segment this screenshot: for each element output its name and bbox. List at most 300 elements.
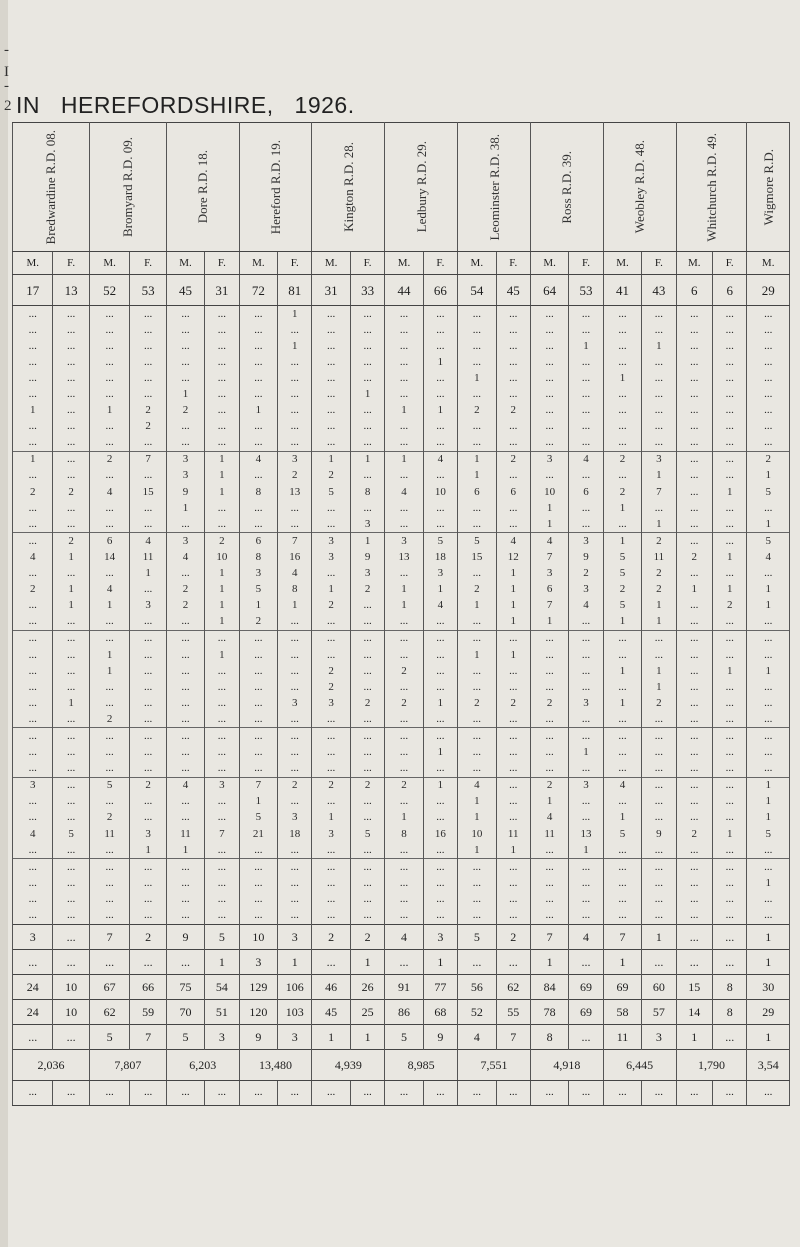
table-cell: ...	[676, 403, 712, 419]
table-cell: ...	[676, 794, 712, 810]
table-cell: ...	[89, 614, 129, 631]
table-cell: 53	[569, 275, 603, 306]
table-cell: ...	[603, 403, 641, 419]
table-cell: 59	[130, 999, 166, 1024]
table-cell: 1	[423, 403, 457, 419]
table-cell: 70	[166, 999, 204, 1024]
table-cell: ...	[458, 891, 496, 907]
table-cell: ...	[239, 1080, 277, 1105]
table-cell: 1	[747, 516, 790, 533]
district-header	[13, 123, 90, 252]
table-row	[13, 728, 790, 745]
table-cell: ...	[312, 403, 350, 419]
table-cell: ...	[130, 907, 166, 924]
margin-mark: 2	[4, 98, 12, 114]
table-cell: 4	[569, 598, 603, 614]
table-cell: ...	[205, 711, 239, 728]
table-cell: ...	[166, 875, 204, 891]
table-cell: 1	[713, 663, 747, 679]
table-cell: ...	[278, 614, 312, 631]
table-cell: ...	[713, 924, 747, 949]
table-cell: ...	[423, 419, 457, 435]
table-cell: ...	[569, 647, 603, 663]
table-cell: 2	[385, 663, 423, 679]
table-cell: ...	[747, 711, 790, 728]
table-cell: 18	[278, 826, 312, 842]
table-cell: ...	[312, 647, 350, 663]
table-cell: ...	[205, 810, 239, 826]
table-cell: ...	[603, 435, 641, 452]
table-cell: ...	[205, 338, 239, 354]
table-cell: M.	[312, 252, 350, 275]
table-cell: ...	[13, 647, 53, 663]
table-cell: ...	[239, 386, 277, 402]
table-cell: ...	[13, 533, 53, 550]
table-cell: 1	[642, 468, 676, 484]
table-cell: 120	[239, 999, 277, 1024]
table-cell: ...	[496, 386, 530, 402]
table-cell: 5	[603, 598, 641, 614]
table-cell: ...	[496, 435, 530, 452]
table-cell: 1	[747, 810, 790, 826]
table-cell: ...	[205, 794, 239, 810]
table-cell: ...	[458, 875, 496, 891]
district-header	[239, 123, 312, 252]
table-cell: 1	[603, 663, 641, 679]
table-cell: ...	[642, 842, 676, 859]
table-cell: ...	[205, 842, 239, 859]
table-cell: 1	[239, 598, 277, 614]
table-cell: ...	[312, 875, 350, 891]
table-cell: ...	[458, 1080, 496, 1105]
table-cell: ...	[89, 566, 129, 582]
table-cell: 11	[496, 826, 530, 842]
table-cell: ...	[278, 794, 312, 810]
table-cell: ...	[747, 907, 790, 924]
table-cell: ...	[569, 516, 603, 533]
table-cell: ...	[278, 728, 312, 745]
grand-total-cell: 1,790	[676, 1049, 747, 1080]
table-cell: ...	[278, 370, 312, 386]
table-cell: 4	[530, 533, 568, 550]
table-cell: 1	[747, 794, 790, 810]
table-cell: ...	[239, 322, 277, 338]
table-cell: 1	[530, 614, 568, 631]
table-cell: 1	[13, 403, 53, 419]
table-cell: ...	[239, 842, 277, 859]
table-cell: F.	[130, 252, 166, 275]
table-cell: 7	[642, 484, 676, 500]
table-cell: ...	[13, 663, 53, 679]
table-cell: ...	[53, 566, 89, 582]
table-cell: M.	[458, 252, 496, 275]
table-cell: ...	[496, 468, 530, 484]
table-cell: 9	[642, 826, 676, 842]
table-cell: 2	[278, 777, 312, 794]
table-row	[13, 810, 790, 826]
table-cell: ...	[747, 338, 790, 354]
table-cell: ...	[13, 859, 53, 876]
table-cell: 3	[530, 566, 568, 582]
table-cell: ...	[13, 435, 53, 452]
table-cell: 3	[312, 695, 350, 711]
table-cell: ...	[385, 516, 423, 533]
table-cell: 2	[130, 924, 166, 949]
table-cell: 1	[53, 582, 89, 598]
table-cell: ...	[13, 794, 53, 810]
table-cell: 2	[385, 695, 423, 711]
table-cell: 4	[458, 777, 496, 794]
table-cell: ...	[569, 630, 603, 647]
table-cell: ...	[278, 891, 312, 907]
table-cell: ...	[53, 907, 89, 924]
table-cell: 2	[642, 695, 676, 711]
table-row	[13, 500, 790, 516]
table-cell: ...	[13, 711, 53, 728]
table-cell: ...	[385, 907, 423, 924]
table-cell: ...	[747, 728, 790, 745]
table-cell: ...	[747, 435, 790, 452]
table-cell: ...	[312, 338, 350, 354]
table-cell: ...	[312, 907, 350, 924]
table-cell: ...	[603, 745, 641, 761]
table-cell: 3	[239, 566, 277, 582]
table-cell: 11	[130, 549, 166, 565]
table-cell: ...	[89, 859, 129, 876]
table-cell: 6	[89, 533, 129, 550]
table-cell: ...	[130, 728, 166, 745]
table-cell: 3	[278, 924, 312, 949]
table-cell: ...	[530, 663, 568, 679]
table-cell: ...	[603, 468, 641, 484]
table-cell: ...	[239, 728, 277, 745]
table-cell: ...	[530, 435, 568, 452]
table-cell: ...	[713, 794, 747, 810]
table-cell: ...	[312, 306, 350, 323]
table-cell: ...	[569, 354, 603, 370]
grand-total-cell: 4,939	[312, 1049, 385, 1080]
table-cell: ...	[603, 891, 641, 907]
table-cell: 3	[312, 533, 350, 550]
table-cell: 7	[603, 924, 641, 949]
table-cell: 4	[747, 549, 790, 565]
table-cell: 2	[603, 582, 641, 598]
table-cell: 1	[603, 810, 641, 826]
table-cell: ...	[458, 419, 496, 435]
table-cell: ...	[458, 516, 496, 533]
table-cell: 25	[350, 999, 384, 1024]
table-cell: 3	[166, 468, 204, 484]
table-cell: 1	[713, 484, 747, 500]
table-cell: 62	[496, 974, 530, 999]
table-cell: ...	[13, 842, 53, 859]
table-cell: 1	[350, 386, 384, 402]
table-cell: ...	[278, 386, 312, 402]
table-cell: ...	[713, 533, 747, 550]
table-cell: 5	[603, 549, 641, 565]
table-cell: ...	[278, 630, 312, 647]
table-cell: ...	[350, 322, 384, 338]
table-cell: ...	[239, 711, 277, 728]
table-cell: ...	[13, 679, 53, 695]
table-cell: ...	[569, 322, 603, 338]
table-cell: 1	[458, 810, 496, 826]
table-cell: 62	[89, 999, 129, 1024]
table-cell: ...	[530, 338, 568, 354]
table-cell: ...	[278, 745, 312, 761]
table-cell: 4	[89, 582, 129, 598]
table-cell: ...	[312, 566, 350, 582]
table-cell: ...	[747, 630, 790, 647]
table-cell: ...	[423, 435, 457, 452]
table-cell: 2	[642, 582, 676, 598]
table-cell: ...	[385, 500, 423, 516]
table-cell: ...	[13, 810, 53, 826]
table-cell: ...	[166, 711, 204, 728]
table-cell: 3	[385, 533, 423, 550]
table-cell: ...	[13, 338, 53, 354]
table-cell: ...	[239, 354, 277, 370]
table-cell: 2	[496, 695, 530, 711]
table-cell: 69	[569, 974, 603, 999]
table-cell: ...	[13, 875, 53, 891]
table-cell: ...	[239, 516, 277, 533]
table-cell: ...	[166, 663, 204, 679]
table-cell: ...	[53, 386, 89, 402]
district-header	[676, 123, 747, 252]
table-cell: 31	[205, 275, 239, 306]
margin-mark: -	[4, 42, 9, 58]
table-cell: ...	[458, 859, 496, 876]
table-row	[13, 566, 790, 582]
table-cell: 10	[530, 484, 568, 500]
table-cell: 2	[13, 484, 53, 500]
grand-total-cell: 4,918	[530, 1049, 603, 1080]
table-cell: ...	[530, 1080, 568, 1105]
table-cell: ...	[312, 745, 350, 761]
table-cell: 1	[53, 549, 89, 565]
table-cell: 2	[676, 826, 712, 842]
table-cell: ...	[312, 419, 350, 435]
table-row	[13, 435, 790, 452]
table-cell: 3	[642, 451, 676, 468]
table-cell: ...	[89, 949, 129, 974]
table-cell: ...	[642, 745, 676, 761]
table-cell: ...	[423, 810, 457, 826]
table-cell: ...	[713, 891, 747, 907]
table-cell: ...	[53, 924, 89, 949]
table-cell: 6	[239, 533, 277, 550]
table-cell: ...	[89, 516, 129, 533]
table-cell: ...	[423, 516, 457, 533]
table-cell: ...	[205, 695, 239, 711]
table-cell: 5	[239, 810, 277, 826]
table-cell: ...	[53, 451, 89, 468]
table-cell: ...	[496, 859, 530, 876]
table-cell: ...	[458, 761, 496, 778]
table-cell: ...	[676, 875, 712, 891]
table-cell: ...	[530, 875, 568, 891]
table-cell: ...	[130, 679, 166, 695]
table-cell: ...	[130, 306, 166, 323]
table-cell: 1	[166, 842, 204, 859]
district-header	[747, 123, 790, 252]
table-cell: ...	[569, 761, 603, 778]
table-cell: ...	[747, 370, 790, 386]
table-cell: ...	[423, 370, 457, 386]
table-cell: 45	[496, 275, 530, 306]
table-cell: ...	[89, 435, 129, 452]
table-cell: ...	[676, 647, 712, 663]
table-cell: ...	[676, 451, 712, 468]
grand-total-cell: 2,036	[13, 1049, 90, 1080]
table-cell: 1	[496, 842, 530, 859]
table-cell: 2	[747, 451, 790, 468]
table-cell: ...	[130, 322, 166, 338]
table-cell: ...	[713, 386, 747, 402]
table-cell: ...	[350, 647, 384, 663]
table-cell: ...	[350, 728, 384, 745]
table-cell: ...	[130, 663, 166, 679]
table-cell: 2	[312, 777, 350, 794]
table-cell: M.	[530, 252, 568, 275]
table-cell: 2	[53, 533, 89, 550]
table-cell: 2	[166, 598, 204, 614]
table-cell: ...	[89, 695, 129, 711]
table-cell: ...	[458, 500, 496, 516]
table-cell: 7	[530, 549, 568, 565]
table-cell: ...	[530, 354, 568, 370]
table-cell: ...	[530, 761, 568, 778]
table-cell: 14	[676, 999, 712, 1024]
table-cell: ...	[312, 891, 350, 907]
table-cell: ...	[569, 859, 603, 876]
table-cell: 11	[603, 1024, 641, 1049]
total-row	[13, 974, 790, 999]
table-cell: 2	[130, 777, 166, 794]
table-cell: 1	[312, 451, 350, 468]
table-row	[13, 419, 790, 435]
table-cell: 2	[89, 810, 129, 826]
table-cell: ...	[496, 728, 530, 745]
table-cell: ...	[385, 728, 423, 745]
table-cell: ...	[569, 403, 603, 419]
table-cell: ...	[458, 630, 496, 647]
grand-total-cell: 13,480	[239, 1049, 312, 1080]
table-cell: 2	[569, 566, 603, 582]
table-cell: 2	[166, 403, 204, 419]
table-cell: 2	[458, 695, 496, 711]
table-cell: ...	[676, 500, 712, 516]
table-cell: ...	[713, 859, 747, 876]
district-name: Hereford R.D. 19.	[268, 139, 284, 235]
table-cell: 1	[458, 451, 496, 468]
table-cell: 2	[312, 679, 350, 695]
table-cell: 2	[603, 484, 641, 500]
district-name: Dore R.D. 18.	[195, 150, 211, 224]
table-cell: ...	[603, 859, 641, 876]
table-cell: ...	[166, 761, 204, 778]
table-cell: 1	[89, 598, 129, 614]
table-cell: ...	[530, 891, 568, 907]
table-cell: ...	[676, 435, 712, 452]
table-cell: M.	[676, 252, 712, 275]
table-cell: ...	[713, 370, 747, 386]
table-cell: M.	[13, 252, 53, 275]
district-header	[530, 123, 603, 252]
table-cell: 8	[239, 549, 277, 565]
table-cell: 13	[53, 275, 89, 306]
district-name: Weobley R.D. 48.	[632, 140, 648, 234]
table-cell: ...	[385, 630, 423, 647]
summary-row	[13, 924, 790, 949]
table-cell: ...	[747, 745, 790, 761]
table-cell: ...	[312, 435, 350, 452]
table-row	[13, 859, 790, 876]
table-cell: 2	[312, 598, 350, 614]
table-cell: F.	[205, 252, 239, 275]
table-cell: 1	[239, 403, 277, 419]
table-cell: ...	[205, 306, 239, 323]
table-cell: ...	[350, 354, 384, 370]
table-cell: ...	[312, 354, 350, 370]
table-cell: ...	[13, 386, 53, 402]
table-cell: ...	[423, 794, 457, 810]
table-cell: ...	[747, 842, 790, 859]
table-cell: 24	[13, 999, 53, 1024]
table-cell: 1	[385, 598, 423, 614]
table-cell: 1	[385, 403, 423, 419]
table-cell: ...	[713, 875, 747, 891]
table-cell: ...	[423, 630, 457, 647]
district-name: Wigmore R.D.	[760, 148, 776, 226]
table-cell: ...	[642, 810, 676, 826]
table-cell: ...	[569, 949, 603, 974]
table-cell: 68	[423, 999, 457, 1024]
table-cell: ...	[603, 338, 641, 354]
table-cell: 1	[642, 516, 676, 533]
table-cell: 5	[89, 1024, 129, 1049]
table-cell: ...	[530, 386, 568, 402]
table-cell: 4	[569, 451, 603, 468]
table-cell: ...	[312, 370, 350, 386]
table-cell: ...	[312, 386, 350, 402]
table-cell: ...	[130, 761, 166, 778]
table-cell: 52	[458, 999, 496, 1024]
table-cell: 1	[458, 647, 496, 663]
table-cell: 1	[642, 924, 676, 949]
table-cell: ...	[53, 338, 89, 354]
table-cell: ...	[642, 630, 676, 647]
table-cell: ...	[642, 777, 676, 794]
table-cell: ...	[205, 354, 239, 370]
table-cell: ...	[312, 842, 350, 859]
table-cell: ...	[53, 810, 89, 826]
table-cell: ...	[676, 777, 712, 794]
table-cell: ...	[89, 761, 129, 778]
table-cell: 1	[423, 949, 457, 974]
table-cell: 1	[603, 370, 641, 386]
table-cell: ...	[53, 500, 89, 516]
table-cell: 1	[423, 777, 457, 794]
table-cell: ...	[89, 386, 129, 402]
table-cell: ...	[458, 949, 496, 974]
table-cell: 1	[53, 695, 89, 711]
table-cell: ...	[278, 354, 312, 370]
table-cell: 2	[205, 533, 239, 550]
table-cell: ...	[747, 566, 790, 582]
table-cell: 7	[278, 533, 312, 550]
